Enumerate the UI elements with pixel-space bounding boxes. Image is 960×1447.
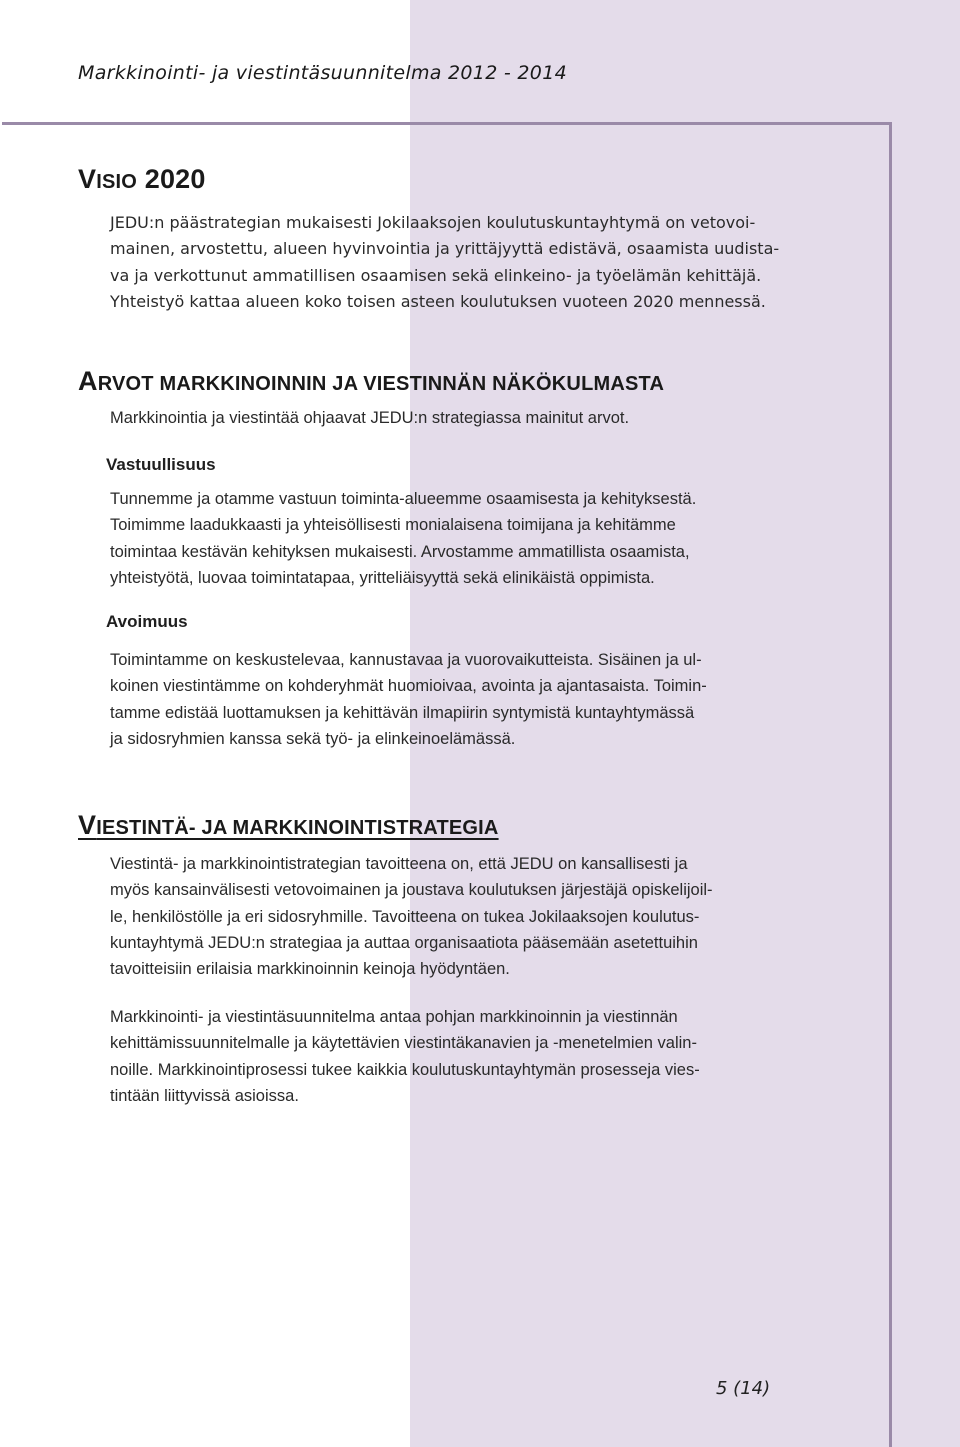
visio-heading: VISIO 2020 — [78, 164, 206, 194]
vastuullisuus-line: toimintaa kestävän kehityksen mukaisesti. Arvostamme ammatillista osaamista, — [110, 542, 690, 561]
strategia-line: kehittämissuunnitelmalle ja käytettävien viestintäkanavien ja -menetelmien valin- — [110, 1034, 697, 1053]
strategia-line: Viestintä- ja markkinointistrategian tavoitteena on, että JEDU on kansallisesti ja — [110, 855, 688, 873]
avoimuus-paragraph — [110, 647, 707, 752]
document-header-title: Markkinointi- ja viestintäsuunnitelma 2012 - 2014 — [78, 62, 567, 84]
avoimuus-subheading: Avoimuus — [106, 612, 188, 631]
strategia-paragraph-2 — [110, 1004, 700, 1109]
arvot-heading: ARVOT MARKKINOINNIN JA VIESTINNÄN NÄKÖKULMASTA — [78, 366, 665, 396]
vastuullisuus-line: Tunnemme ja otamme vastuun toiminta-alueemme osaamisesta ja kehityksestä. — [110, 490, 697, 508]
visio-line: va ja verkottunut ammatillisen osaamisen sekä elinkeino- ja työelämän kehittäjä. — [110, 265, 762, 285]
avoimuus-line: Toimintamme on keskustelevaa, kannustavaa ja vuorovaikutteista. Sisäinen ja ul- — [110, 651, 702, 669]
avoimuus-line: koinen viestintämme on kohderyhmät huomioivaa, avointa ja ajantasaista. Toimin- — [110, 677, 707, 696]
visio-paragraph — [110, 210, 779, 315]
vastuullisuus-line: yhteistyötä, luovaa toimintatapaa, yritteliäisyyttä sekä elinikäistä oppimista. — [110, 568, 655, 587]
avoimuus-line: tamme edistää luottamuksen ja kehittävän ilmapiirin syntymistä kuntayhtymässä — [110, 703, 695, 722]
arvot-intro: Markkinointia ja viestintää ohjaavat JEDU:n strategiassa mainitut arvot. — [110, 409, 630, 427]
visio-line: mainen, arvostettu, alueen hyvinvointia ja yrittäjyyttä edistävä, osaamista uudista- — [110, 239, 780, 259]
strategia-paragraph-1 — [110, 851, 713, 982]
strategia-line: tavoitteisiin erilaisia markkinoinnin keinoja hyödyntäen. — [110, 960, 510, 979]
strategia-heading: VIESTINTÄ- JA MARKKINOINTISTRATEGIA — [78, 810, 499, 840]
strategia-line: tintään liittyvissä asioissa. — [110, 1086, 299, 1105]
avoimuus-line: ja sidosryhmien kanssa sekä työ- ja elinkeinoelämässä. — [110, 729, 516, 748]
visio-line: JEDU:n päästrategian mukaisesti Jokilaaksojen koulutuskuntayhtymä on vetovoi- — [110, 213, 756, 232]
strategia-line: kuntayhtymä JEDU:n strategiaa ja auttaa organisaatiota pääsemään asetettuihin — [110, 933, 698, 952]
strategia-line: Markkinointi- ja viestintäsuunnitelma antaa pohjan markkinoinnin ja viestinnän — [110, 1008, 678, 1026]
visio-line: Yhteistyö kattaa alueen koko toisen asteen koulutuksen vuoteen 2020 mennessä. — [110, 291, 766, 311]
page-number: 5 (14) — [716, 1378, 771, 1399]
strategia-line: le, henkilöstölle ja eri sidosryhmille. Tavoitteena on tukea Jokilaaksojen koulutus- — [110, 907, 700, 926]
vastuullisuus-subheading: Vastuullisuus — [106, 455, 216, 474]
page-frame — [2, 122, 892, 1447]
vastuullisuus-paragraph — [110, 486, 696, 591]
strategia-line: noille. Markkinointiprosessi tukee kaikkia koulutuskuntayhtymän prosesseja vies- — [110, 1060, 700, 1079]
vastuullisuus-line: Toimimme laadukkaasti ja yhteisöllisesti monialaisena toimijana ja kehitämme — [110, 516, 676, 535]
strategia-line: myös kansainvälisesti vetovoimainen ja joustava koulutuksen järjestäjä opiskelijoil- — [110, 881, 713, 900]
